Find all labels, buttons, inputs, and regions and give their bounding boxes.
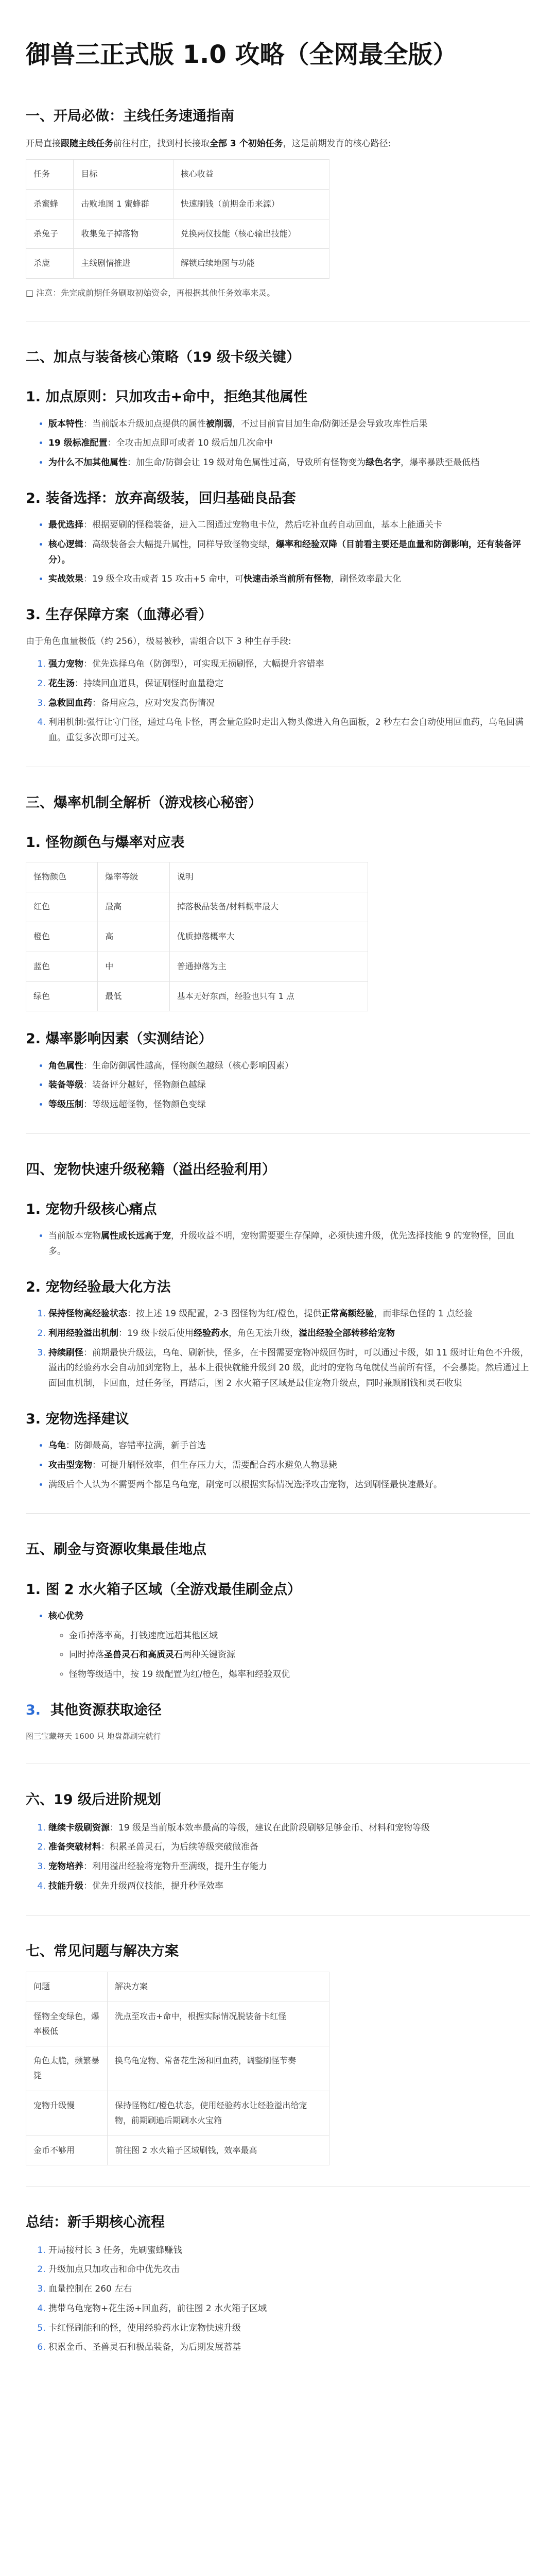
text: ：可提升刷怪效率，但生存压力大，需要配合药水避免人物暴毙 [92,1460,337,1470]
table-row [26,981,368,1011]
text: ：高级装备会大幅提升属性，同样导致怪物变绿， [83,539,276,550]
text: ：全攻击加点即可或者 10 级后加几次命中 [107,438,273,449]
text: ：防御最高，容错率拉满，新手首选 [66,1440,206,1451]
text: ：优先选择乌龟（防御型），可实现无损刷怪，大幅提升容错率 [83,659,324,670]
table-cell: 掉落极品装备/材料概率最大 [169,892,368,922]
table-cell: 蓝色 [26,952,98,981]
table-cell: 最高 [98,892,169,922]
table-cell: 杀蜜蜂 [26,189,74,219]
table-cell: 解锁后续地图与功能 [173,249,329,279]
text: ：19 级全攻击或者 15 攻击+5 命中，可 [83,574,244,585]
table-row [26,922,368,952]
bold-text: 急救回血药 [48,698,92,708]
list-item: 4. 携带乌龟宠物+花生汤+回血药，前往图 2 水火箱子区域 [48,2301,530,2317]
table-row [26,2046,329,2091]
table-cell: 最低 [98,981,169,1011]
bold-text: 全部 3 个初始任务 [210,139,283,149]
text: 同时掉落 [69,1650,104,1660]
bold-text: 绿色名字 [366,457,401,468]
bullet-list [26,1059,530,1113]
text: 当前版本宠物 [48,1231,101,1242]
bold-text: 实战效果 [48,574,83,585]
bullet-list [26,518,530,587]
table-cell: 金币不够用 [26,2136,108,2165]
bold-text: 被削弱 [206,418,232,429]
section-heading: 六、19 级后进阶规划 [26,1792,161,1808]
text: ：持续回血道具，保证刷怪时血量稳定 [75,678,223,689]
list-item [48,1879,530,1894]
table-cell: 优质掉落概率大 [169,922,368,952]
text: ：利用溢出经验将宠物升至满级，提升生存能力 [83,1861,267,1872]
list-item [48,1438,530,1454]
bold-text: 圣兽灵石和高质灵石 [104,1650,183,1660]
table-cell: 基本无好东西，经验也只有 1 点 [169,981,368,1011]
subsection-heading: 2. 宠物经验最大化方法 [26,1279,171,1295]
table-cell: 收集兔子掉落物 [74,219,173,249]
table-header: 说明 [169,862,368,892]
list-item [48,518,530,533]
list-item [48,572,530,587]
bullet-list [26,1229,530,1260]
list-item [48,696,530,711]
section-mainline [26,104,530,300]
list-item [48,417,530,432]
section-droprate [26,767,530,1113]
paragraph: 由于角色血量极低（约 256），极易被秒，需组合以下 3 种生存手段: [26,636,291,647]
text: ：生命防御属性越高，怪物颜色越绿（核心影响因素） [83,1060,293,1071]
bold-text: 属性成长远高于宠 [101,1231,171,1242]
table-cell: 击败地图 1 蜜蜂群 [74,189,173,219]
text: 两种关键资源 [183,1650,235,1660]
text: ：根据要刷的怪稳装备，进入二图通过宠物电卡位，然后吃补血药自动回血，基本上能通关卡 [83,520,442,531]
section-advanced [26,1764,530,1894]
subsection-heading: 1. 宠物升级核心痛点 [26,1201,157,1218]
table-row [26,952,368,981]
table-cell: 普通掉落为主 [169,952,368,981]
section-heading: 三、爆率机制全解析（游戏核心秘密） [26,794,262,811]
list-item: 2. 升级加点只加攻击和命中优先攻击 [48,2262,530,2278]
note-text: □ 注意：先完成前期任务刷取初始资金，再根据其他任务效率来灵。 [26,288,275,298]
bullet-list [26,1438,530,1493]
text: ：加生命/防御会让 19 级对角色属性过高，导致所有怪物变为 [127,457,366,468]
text: ：19 级是当前版本效率最高的等级，建议在此阶段刷够足够金币、材料和宠物等级 [110,1822,430,1833]
section-pet [26,1133,530,1493]
section-heading: 总结：新手期核心流程 [26,2214,165,2231]
bold-text: 溢出经验全部转移给宠物 [299,1328,395,1338]
table-cell: 保持怪物红/橙色状态，使用经验药水让经验溢出给宠物，前期刷遍后期刷水火宝箱 [107,2091,329,2136]
bold-text: 版本特性 [48,418,83,429]
table-header: 问题 [26,1972,108,2002]
bold-text: 攻击型宠物 [48,1460,92,1470]
list-item [48,676,530,692]
list-item: ◦ 怪物等级适中，按 19 级配置为红/橙色，爆率和经验双优 [69,1667,530,1683]
list-item: ◦ 金币掉落率高，打钱速度远超其他区域 [69,1629,530,1644]
table-cell: 洗点至攻击+命中，根据实际情况脱装备卡红怪 [107,2002,329,2046]
table-row [26,892,368,922]
subsection-heading: 2. 爆率影响因素（实测结论） [26,1031,213,1047]
numbered-list [26,657,530,746]
bold-text: 乌龟 [48,1440,66,1451]
table-cell: 角色太脆，频繁暴毙 [26,2046,108,2091]
bold-text: 正常高额经验 [321,1309,374,1319]
bullet-list [26,417,530,471]
bold-text: 等级压制 [48,1099,83,1110]
list-item [48,1478,530,1493]
text: 开局直接 [26,139,61,149]
section-heading: 二、加点与装备核心策略（19 级卡级关键） [26,349,300,366]
list-item [48,1059,530,1074]
list-item [69,1648,530,1663]
bold-text: 经验药水 [194,1328,229,1338]
table-header: 核心收益 [173,160,329,190]
page-title: 御兽三正式版 1.0 攻略（全网最全版） [26,40,458,69]
text: 前往村庄，找到村长接取 [113,139,210,149]
subsection-heading: 2. 装备选择：放弃高级装，回归基础良品套 [26,490,296,506]
bold-text: 快速击杀当前所有怪物 [243,574,331,585]
table-cell: 换乌龟宠物、常备花生汤和回血药，调整刷怪节奏 [107,2046,329,2091]
table-cell: 宠物升级慢 [26,2091,108,2136]
bold-text: 准备突破材料 [48,1842,101,1853]
text: ：装备评分越好，怪物颜色越绿 [83,1080,206,1091]
section-farming [26,1513,530,1743]
list-item [48,715,530,746]
numbered-list [26,1307,530,1392]
heading-text: 其他资源获取途径 [50,1702,162,1718]
table-row [26,2002,329,2046]
text: ，这是前期发育的核心路径: [283,139,391,149]
table-header-row [26,160,329,190]
bold-text: 跟随主线任务 [61,139,113,149]
bold-text: 保持怪物高经验状态 [48,1309,127,1319]
list-item [48,1307,530,1322]
text: ：等级远超怪物，怪物颜色变绿 [83,1099,206,1110]
list-item [48,1326,530,1342]
table-header: 怪物颜色 [26,862,98,892]
table-header: 爆率等级 [98,862,169,892]
list-item [48,657,530,672]
section-faq [26,1915,530,2166]
table-row [26,189,329,219]
list-item [48,1609,530,1683]
section-heading: 七、常见问题与解决方案 [26,1943,179,1959]
subsection-heading: 3. 宠物选择建议 [26,1411,129,1427]
subsection-heading: 1. 怪物颜色与爆率对应表 [26,835,185,851]
footnote: 图三宝藏每天 1600 只 地盘都刷完就行 [26,1732,161,1741]
text: ：按上述 19 级配置，2-3 图怪物为红/橙色，提供 [127,1309,322,1319]
list-item: 6. 积累金币、圣兽灵石和极品装备，为后期发展蓄基 [48,2340,530,2355]
text: 满级后个人认为不需要两个都是乌龟宠，刷宠可以根据实际情况选择攻击宠物，达到刷怪最快速最好。 [48,1479,442,1490]
list-item [48,436,530,451]
bold-text: 利用经验溢出机制 [48,1328,118,1338]
table-cell: 怪物全变绿色，爆率极低 [26,2002,108,2046]
table-cell: 高 [98,922,169,952]
list-item [48,1097,530,1113]
section-heading: 四、宠物快速升级秘籍（溢出经验利用） [26,1161,276,1178]
text: ：优先升级两仪技能，提升秒怪效率 [83,1880,223,1891]
bold-text: 强力宠物 [48,659,83,670]
text: ，爆率暴跌至最低档 [401,457,480,468]
bold-text: 角色属性 [48,1060,83,1071]
text: ：当前版本升级加点提供的属性 [83,418,206,429]
faq-table [26,1972,329,2165]
table-row [26,249,329,279]
bold-text: 花生汤 [48,678,75,689]
bold-text: 继续卡级刷资源 [48,1822,110,1833]
table-row [26,219,329,249]
list-item [48,1078,530,1093]
list-item [48,1458,530,1473]
bold-text: 为什么不加其他属性 [48,457,127,468]
bold-text: 核心优势 [48,1611,83,1621]
table-cell: 杀鹿 [26,249,74,279]
table-header: 解决方案 [107,1972,329,2002]
text: ：积累圣兽灵石，为后续等级突破做准备 [101,1842,258,1853]
table-cell: 绿色 [26,981,98,1011]
table-cell: 快速刷钱（前期金币来源） [173,189,329,219]
list-item: 1. 开局接村长 3 任务，先刷蜜蜂赚钱 [48,2243,530,2259]
text: ：19 级卡级后使用 [118,1328,194,1338]
bold-text: 核心逻辑 [48,539,83,550]
table-header: 目标 [74,160,173,190]
list-item: 5. 卡红怪刷能和的怪，使用经验药水让宠物快速升级 [48,2321,530,2336]
section-build [26,321,530,746]
list-item [48,537,530,568]
bold-text: 19 级标准配置 [48,438,108,449]
table-cell: 橙色 [26,922,98,952]
list-item [48,455,530,471]
bold-text: 装备等级 [48,1080,83,1091]
table-row [26,2136,329,2165]
bold-text: 爆率和经验双降（目前看主要还是血量和防御影响，还有装备评分）。 [48,539,521,565]
text: ：备用应急，应对突发高伤情况 [92,698,215,708]
section-summary [26,2186,530,2355]
subsection-heading: 1. 图 2 水火箱子区域（全游戏最佳刷金点） [26,1581,302,1598]
section-heading: 五、刷金与资源收集最佳地点 [26,1541,206,1558]
bullet-list [26,1609,530,1683]
list-item [48,1346,530,1392]
section-heading: 一、开局必做：主线任务速通指南 [26,108,234,124]
droprate-table [26,862,368,1011]
table-cell: 杀兔子 [26,219,74,249]
numbered-list [26,1821,530,1894]
table-header: 任务 [26,160,74,190]
table-cell: 兑换两仪技能（核心输出技能） [173,219,329,249]
table-cell: 前往图 2 水火箱子区域刷钱，效率最高 [107,2136,329,2165]
table-header-row [26,862,368,892]
table-header-row [26,1972,329,2002]
list-item [48,1229,530,1260]
intro-paragraph [26,137,530,152]
list-item: 3. 血量控制在 260 左右 [48,2282,530,2297]
text: ，而非绿色怪的 1 点经验 [374,1309,473,1319]
bold-text: 宠物培养 [48,1861,83,1872]
table-row [26,2091,329,2136]
numbered-list [26,2243,530,2356]
bold-text: 持续刷怪 [48,1347,83,1358]
text: ，升级收益不明，宠物需要要生存保障，必须快速升级，优先选择技能 9 的宠物怪，回血多。 [48,1231,515,1257]
heading-number: 3. [26,1702,41,1718]
list-item [48,1859,530,1875]
table-cell: 主线剧情推进 [74,249,173,279]
text: ：前期最快升级法，乌龟、刷新快，怪多，在卡图需要宠物冲级回伤时，可以通过卡级，如 11 级时让角色不升级，溢出的经验药水会自动加到宠物上，基本上很快就能升级到 20 级，此时的宠物乌龟就仗当前所有怪，不会暴毙。然后通过上面回血机制，卡回血，过任务怪，再踏后，图 2 水火箱子区域是最佳宠物升级点，同时兼顾刷钱和灵石收集 [48,1347,529,1389]
sub-bullet-list [48,1629,530,1683]
bold-text: 最优选择 [48,520,83,531]
list-item [48,1840,530,1855]
text: ，角色无法升级， [229,1328,299,1338]
subsection-heading: 1. 加点原则：只加攻击+命中，拒绝其他属性 [26,389,308,405]
bold-text: 技能升级 [48,1880,83,1891]
list-item [48,1821,530,1836]
table-cell: 红色 [26,892,98,922]
subsection-heading [26,1698,530,1722]
subsection-heading: 3. 生存保障方案（血薄必看） [26,607,213,623]
task-table [26,159,329,279]
table-cell: 中 [98,952,169,981]
text: ，刷怪效率最大化 [331,574,401,585]
text: 利用机制:强行让守门怪，通过乌龟卡怪，再会量危险时走出入物头像进入角色面板，2 秒左右会自动使用回血药，乌龟回满血。重复多次即可过关。 [48,717,524,743]
text: ，不过目前盲目加生命/防御还是会导致攻库性后果 [232,418,428,429]
